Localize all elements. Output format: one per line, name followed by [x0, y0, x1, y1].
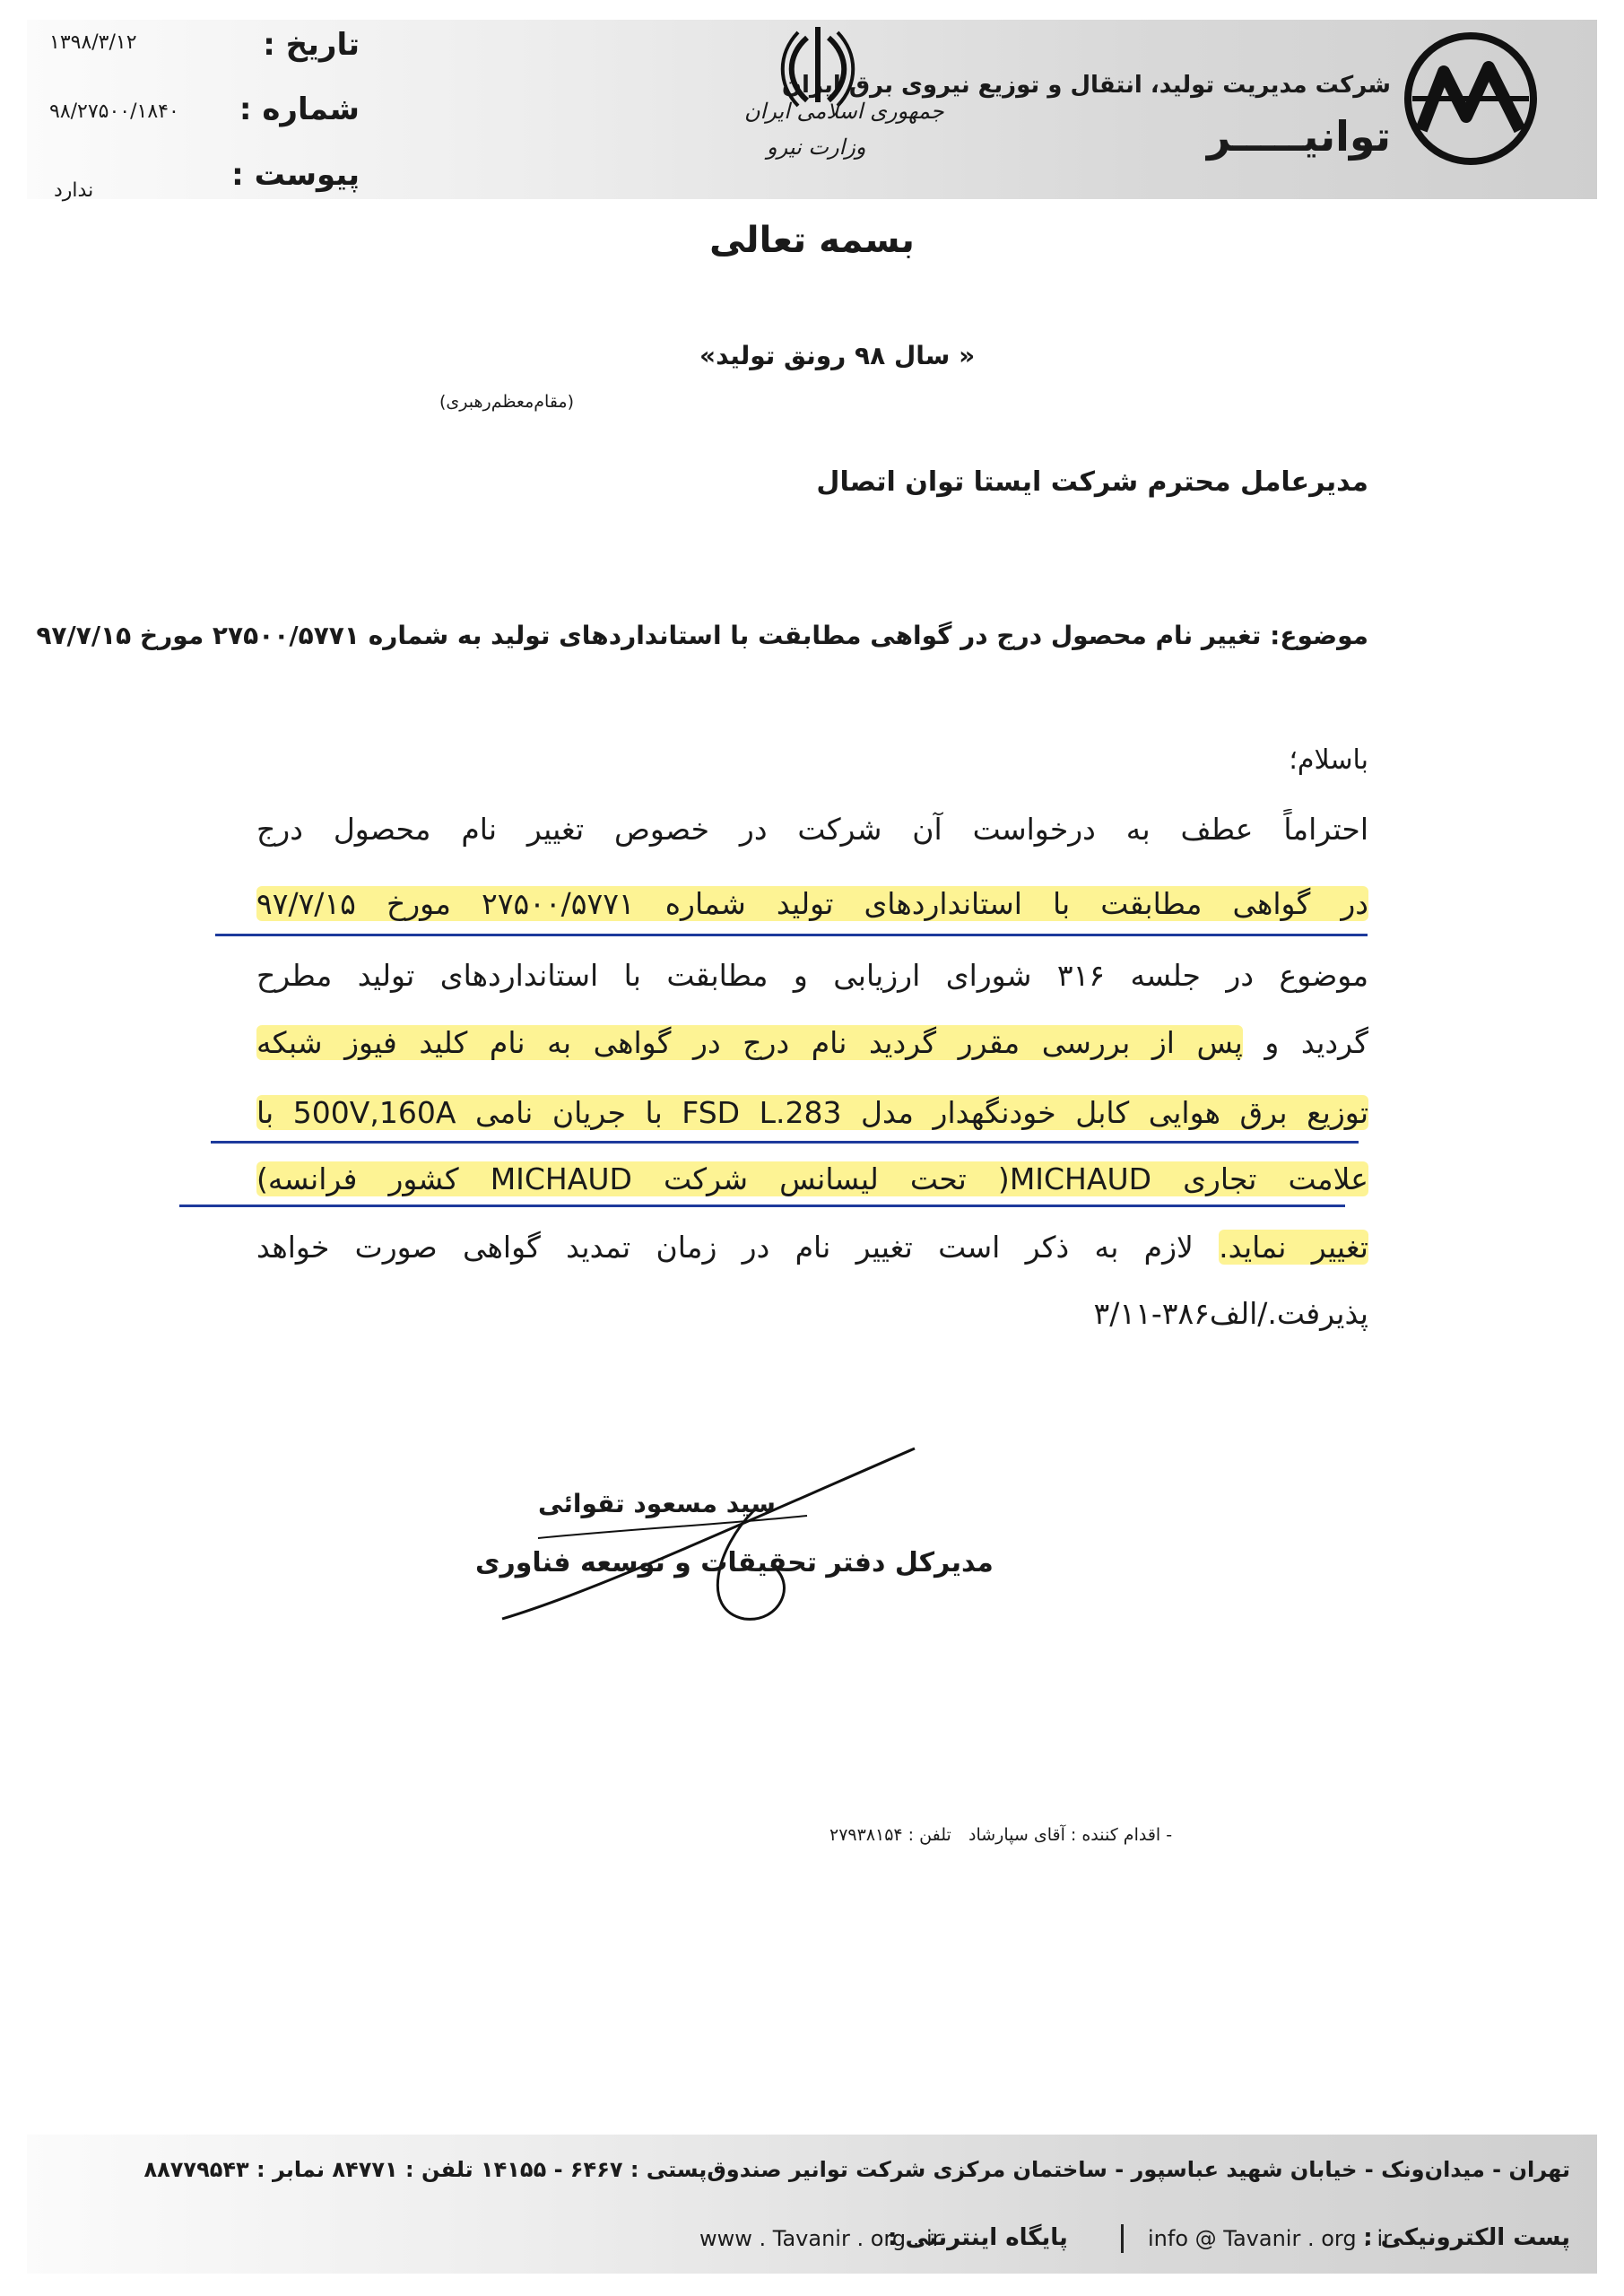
subject-line: موضوع: تغییر نام محصول درج در گواهی مطابقت با استانداردهای تولید به شماره ۲۷۵۰۰/۵۷۷۱ مورخ ۹۷/۷/۱۵ [36, 621, 1368, 650]
country-name: جمهوری اسلامی ایران [744, 99, 944, 124]
email-address[interactable]: info @ Tavanir . org . ir [1148, 2226, 1392, 2251]
iran-emblem-icon [773, 20, 863, 109]
highlighted-text: تغییر نماید. [1219, 1230, 1368, 1265]
salutation: باسلام؛ [1289, 744, 1368, 776]
ministry-name: وزارت نیرو [767, 135, 866, 160]
body-line [256, 1227, 1368, 1268]
signatory-name: سید مسعود تقوائی [538, 1489, 776, 1518]
footer-separator [1121, 2224, 1124, 2253]
attachment-value: ندارد [54, 179, 94, 202]
recipient: مدیرعامل محترم شرکت ایستا توان اتصال [816, 466, 1368, 498]
body-text: لازم به ذکر است تغییر نام در زمان تمدید گواهی صورت خواهد [256, 1230, 1194, 1265]
highlighted-text: در گواهی مطابقت با استانداردهای تولید شماره ۲۷۵۰۰/۵۷۷۱ مورخ ۹۷/۷/۱۵ [256, 886, 1368, 921]
year-slogan: « سال ۹۸ رونق تولید» [699, 341, 976, 370]
handler-note: - اقدام کننده : آقای سپارشاد [968, 1825, 1173, 1845]
highlighted-text: علامت تجاری MICHAUD( تحت لیسانس شرکت MICHAUD کشور فرانسه) [256, 1161, 1368, 1196]
body-line [256, 1159, 1368, 1200]
date-label: تاریخ : [263, 27, 360, 63]
website-label: پایگاه اینترنتی : [888, 2224, 1068, 2251]
phone-note: تلفن : ۲۷۹۳۸۱۵۴ [829, 1825, 951, 1845]
body-line: موضوع در جلسه ۳۱۶ شورای ارزیابی و مطابقت با استانداردهای تولید مطرح [256, 958, 1368, 993]
email-label: پست الکترونیکی : [1363, 2224, 1570, 2251]
footer-address: تهران - میدان‌ونک - خیابان شهید عباسپور - ساختمان مرکزی شرکت توانیر صندوق‌پستی : ۶۴۶۷ - ۱۴۱۵۵ تلفن : ۸۴۷۷۱ نمابر : ۸۸۷۷۹۵۴۳ [143, 2157, 1570, 2182]
company-name: شرکت مدیریت تولید، انتقال و توزیع نیروی برق ایران [781, 72, 1391, 99]
pen-underline [179, 1205, 1345, 1207]
tavanir-logo-icon [1394, 31, 1547, 166]
pen-underline [211, 1141, 1359, 1144]
signature-mark [484, 1431, 933, 1637]
signatory-title: مدیرکل دفتر تحقیقات و توسعه فناوری [475, 1547, 994, 1578]
body-line [256, 1092, 1368, 1134]
website-address[interactable]: www . Tavanir . org . ir [699, 2226, 942, 2251]
body-text: گردید و [1264, 1025, 1368, 1060]
number-value: ۹۸/۲۷۵۰۰/۱۸۴۰ [49, 100, 179, 123]
brand-name: توانیـــــر [1206, 112, 1391, 161]
footer-band [27, 2135, 1597, 2274]
date-value: ۱۳۹۸/۳/۱۲ [49, 31, 137, 54]
highlighted-text: پس از بررسی مقرر گردید نام درج در گواهی به نام کلید فیوز شبکه [256, 1025, 1243, 1060]
slogan-source: (مقام‌معظم‌رهبری) [439, 392, 575, 412]
body-line: پذیرفت./الف۳۸۶-۳/۱۱ [1093, 1296, 1368, 1331]
body-line: احتراماً عطف به درخواست آن شرکت در خصوص تغییر نام محصول درج [256, 812, 1368, 847]
body-line [256, 1022, 1368, 1064]
pen-underline [215, 934, 1368, 936]
highlighted-text: توزیع برق هوایی کابل خودنگهدار مدل FSD L.283 با جریان نامی 500V,160A با [256, 1095, 1368, 1130]
attachment-label: پیوست : [231, 157, 360, 193]
number-label: شماره : [239, 91, 360, 127]
basmala: بسمه تعالی [709, 220, 915, 261]
body-line [256, 883, 1368, 925]
